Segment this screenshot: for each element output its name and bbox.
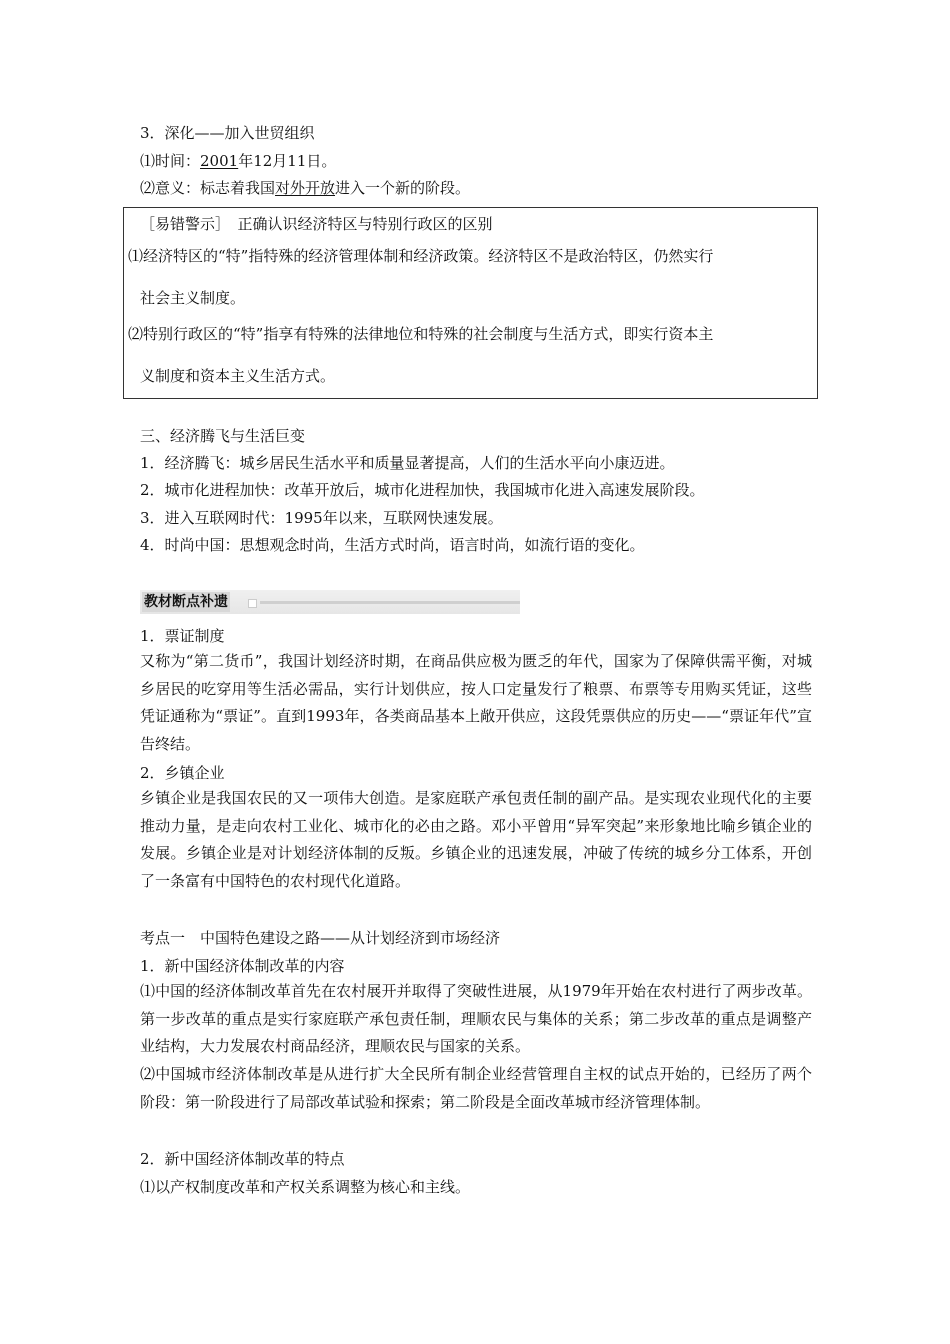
supplement-section-bar	[140, 590, 520, 614]
warning-point-2a: ⑵特别行政区的“特”指享有特殊的法律地位和特殊的社会制度与生活方式，即实行资本主	[128, 325, 714, 343]
warning-point-1b: 社会主义制度。	[140, 289, 246, 307]
list-item: 2．城市化进程加快：改革开放后，城市化进程加快，我国城市化进入高速发展阶段。	[140, 481, 705, 499]
supplement-title-1: 1．票证制度	[140, 627, 225, 645]
divider-stripe	[260, 601, 520, 604]
significance-rest: 进入一个新的阶段。	[335, 179, 471, 197]
section-heading-economy: 三、经济腾飞与生活巨变	[140, 427, 306, 445]
kaodian-title-1: 1．新中国经济体制改革的内容	[140, 957, 345, 975]
significance-underline: 对外开放	[275, 179, 336, 197]
kaodian-paragraph-1: ⑴中国的经济体制改革首先在农村展开并取得了突破性进展，从1979年开始在农村进行了两步改革。第一步改革的重点是实行家庭联产承包责任制，理顺农民与集体的关系；第二步改革的重点是调整产业结构，大力发展农村商品经济，理顺农民与国家的关系。	[140, 982, 812, 1055]
square-bullet-icon	[248, 599, 257, 608]
time-prefix: ⑴时间：	[140, 152, 201, 170]
warning-title: ［易错警示］ 正确认识经济特区与特别行政区的区别	[140, 215, 493, 233]
kaodian-heading: 考点一 中国特色建设之路——从计划经济到市场经济	[140, 929, 501, 947]
warning-point-1a: ⑴经济特区的“特”指特殊的经济管理体制和经济政策。经济特区不是政治特区，仍然实行	[128, 247, 714, 265]
section-heading-deepening: 3．深化——加入世贸组织	[140, 124, 315, 142]
kaodian-paragraph-3: ⑴以产权制度改革和产权关系调整为核心和主线。	[140, 1178, 471, 1196]
error-warning-box	[123, 207, 818, 399]
kaodian-paragraph-2: ⑵中国城市经济体制改革是从进行扩大全民所有制企业经营管理自主权的试点开始的，已经历了两个阶段：第一阶段进行了局部改革试验和探索；第二阶段是全面改革城市经济管理体制。	[140, 1065, 812, 1111]
supplement-title-2: 2．乡镇企业	[140, 764, 225, 782]
supplement-paragraph-2: 乡镇企业是我国农民的又一项伟大创造。是家庭联产承包责任制的副产品。是实现农业现代化的主要推动力量，是走向农村工业化、城市化的必由之路。邓小平曾用“异军突起”来形象地比喻乡镇企业的发展。乡镇企业是对计划经济体制的反叛。乡镇企业的迅速发展，冲破了传统的城乡分工体系，开创了一条富有中国特色的农村现代化道路。	[140, 789, 812, 890]
supplement-paragraph-1: 又称为“第二货币”，我国计划经济时期，在商品供应极为匮乏的年代，国家为了保障供需平衡，对城乡居民的吃穿用等生活必需品，实行计划供应，按人口定量发行了粮票、布票等专用购买凭证，这些凭证通称为“票证”。直到1993年，各类商品基本上敞开供应，这段凭票供应的历史——“票证年代”宣告终结。	[140, 652, 812, 753]
significance-prefix: ⑵意义：标志着我国	[140, 179, 276, 197]
supplement-bar-title: 教材断点补遗	[144, 594, 228, 610]
warning-point-2b: 义制度和资本主义生活方式。	[140, 367, 336, 385]
list-item: 4．时尚中国：思想观念时尚，生活方式时尚，语言时尚，如流行语的变化。	[140, 536, 645, 554]
kaodian-title-2: 2．新中国经济体制改革的特点	[140, 1150, 345, 1168]
time-year: 2001	[200, 152, 239, 170]
time-rest: 年12月11日。	[238, 152, 337, 170]
list-item: 1．经济腾飞：城乡居民生活水平和质量显著提高，人们的生活水平向小康迈进。	[140, 454, 675, 472]
list-item: 3．进入互联网时代：1995年以来，互联网快速发展。	[140, 509, 503, 527]
time-line	[140, 151, 336, 171]
significance-line	[140, 178, 470, 198]
